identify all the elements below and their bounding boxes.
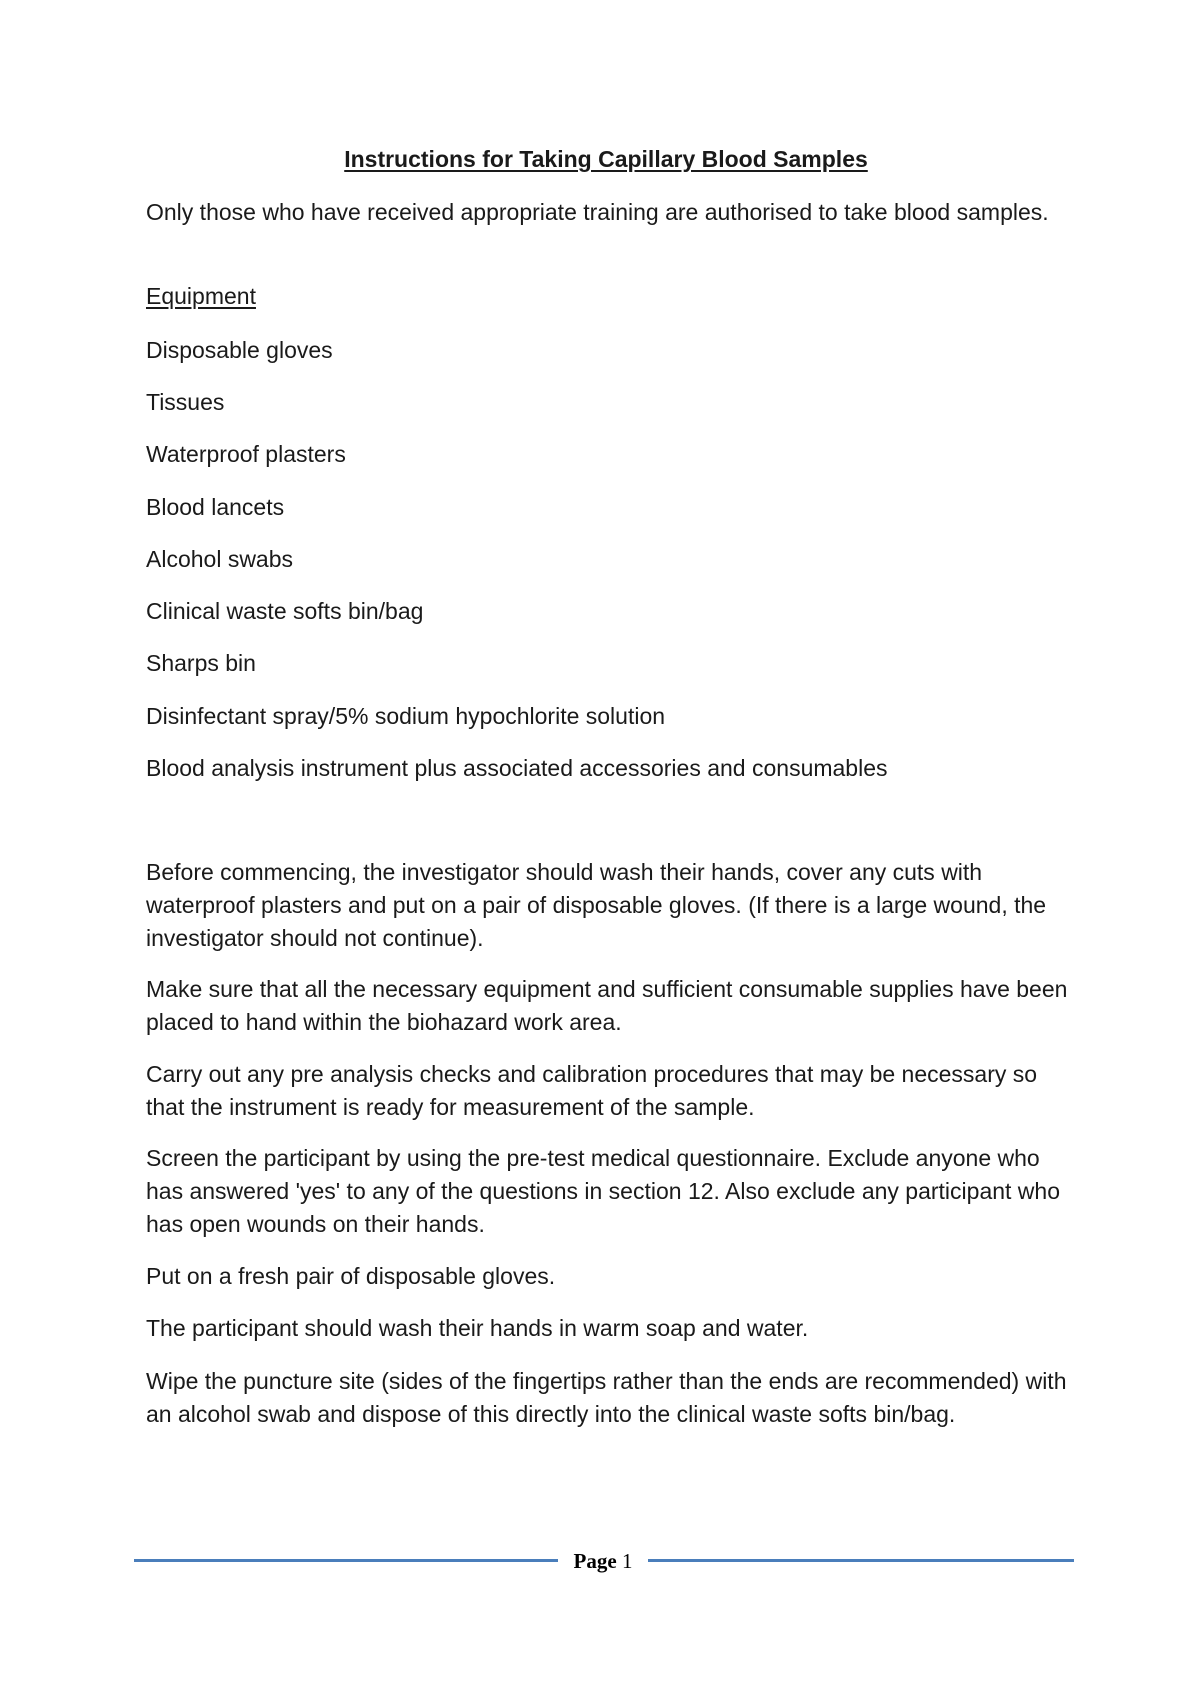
equipment-item: Waterproof plasters: [146, 441, 346, 467]
step-paragraph: Carry out any pre analysis checks and calibration procedures that may be necessary so that the instrument is ready for measurement of the sample.: [146, 1061, 1038, 1120]
intro-paragraph: Only those who have received appropriate training are authorised to take blood samples.: [146, 199, 1049, 225]
equipment-item: Disposable gloves: [146, 337, 333, 363]
equipment-item: Alcohol swabs: [146, 546, 294, 572]
page-number: 1: [621, 1549, 633, 1573]
step-paragraph: Put on a fresh pair of disposable gloves.: [146, 1263, 556, 1289]
equipment-item: Clinical waste softs bin/bag: [146, 598, 424, 624]
equipment-item: Blood lancets: [146, 494, 285, 520]
step-paragraph: Wipe the puncture site (sides of the fingertips rather than the ends are recommended) with an alcohol swab and dispose of this directly into the clinical waste softs bin/bag.: [146, 1368, 1067, 1427]
page-footer: [134, 1546, 1074, 1576]
step-paragraph: Before commencing, the investigator should wash their hands, cover any cuts with waterproof plasters and put on a pair of disposable gloves. (If there is a large wound, the investigator should not continue).: [146, 859, 1047, 951]
equipment-heading-text: Equipment: [146, 283, 256, 309]
document-title: Instructions for Taking Capillary Blood Samples: [344, 146, 868, 172]
footer-rule-right: [648, 1559, 1074, 1562]
step-paragraph: Screen the participant by using the pre-test medical questionnaire. Exclude anyone who has answered 'yes' to any of the questions in section 12. Also exclude any participant who has open wounds on their hands.: [146, 1145, 1061, 1237]
step-paragraph: Make sure that all the necessary equipment and sufficient consumable supplies have been placed to hand within the biohazard work area.: [146, 976, 1068, 1035]
footer-rule-left: [134, 1559, 558, 1562]
page-number-label: [558, 1546, 648, 1576]
step-paragraph: The participant should wash their hands in warm soap and water.: [146, 1315, 809, 1341]
page-word: Page: [573, 1549, 617, 1573]
equipment-item: Blood analysis instrument plus associated accessories and consumables: [146, 755, 888, 781]
equipment-item: Sharps bin: [146, 650, 256, 676]
equipment-heading: [146, 280, 1076, 313]
equipment-item: Disinfectant spray/5% sodium hypochlorite solution: [146, 703, 666, 729]
equipment-item: Tissues: [146, 389, 225, 415]
